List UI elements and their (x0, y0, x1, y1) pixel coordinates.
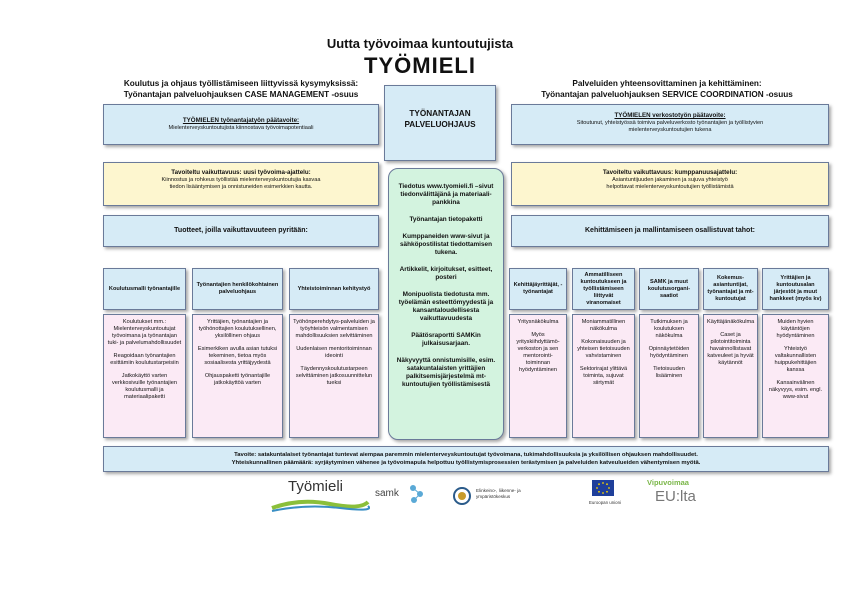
vipuvoimaa-eu-text: EU:lta (655, 488, 696, 505)
right-heading (508, 78, 826, 100)
left-col-head-2 (192, 268, 283, 310)
samk-logo (375, 482, 435, 512)
list-item: Kokonaisuuden ja yhteisen tietoisuuden vahvistaminen (577, 339, 630, 359)
footer-goal-box (103, 446, 829, 472)
left-col-body-3 (289, 314, 379, 438)
right-partners-box (511, 215, 829, 247)
eu-logo-text: Euroopan unioni (589, 500, 621, 505)
left-col-head-3-label: Yhteistoiminnan kehitystyö (297, 285, 371, 292)
list-item: Uudenlaisen mentoritoiminnan ideointi (296, 346, 372, 359)
right-heading-line1: Palveluiden yhteensovittaminen ja kehittäminen: (572, 79, 762, 88)
left-goal-box (103, 104, 379, 145)
list-item: Yrittäjien, työnantajien ja työhönottajien koulutuksellinen, yksilöllinen ohjaus (198, 319, 277, 339)
tyomieli-logo (270, 478, 370, 514)
center-title-line1: TYÖNANTAJAN (409, 109, 471, 118)
left-goal-title: TYÖMIELEN työnantajatyön päätavoite: (182, 117, 300, 124)
ely-logo-text: Elinkeino-, liikenne- ja ympäristökeskus (476, 488, 521, 499)
list-item: Jatkokäyttö varten verkkosivuille työnantajien koulutusmalli ja materiaalipaketti (112, 373, 177, 400)
right-col-head-3 (639, 268, 699, 310)
center-item: Monipuolista tiedotusta mm. työelämän esteettömyydestä ja kansantaloudellisesta vaikuttavuudesta (398, 291, 494, 322)
list-item: Täydennyskoulutustarpeen selvittäminen jatkosuunnittelun tueksi (295, 366, 373, 386)
tyomieli-logo-text: Työmieli (288, 478, 344, 495)
right-goal-line2: mielenterveyskuntoutujien tukena (628, 126, 712, 133)
ely-emblem-icon (452, 486, 472, 506)
list-item: Kansainvälinen näkyvyys, esim. engl. www-sivut (768, 380, 823, 400)
vipuvoimaa-logo (647, 478, 727, 514)
left-col-head-1-label: Koulutusmalli työnantajille (108, 285, 181, 292)
right-col-head-1 (509, 268, 567, 310)
tyomieli-swoosh-icon (270, 496, 370, 516)
list-item: Ohjauspaketti työnantajille jatkokäyttöä varten (204, 373, 271, 386)
right-col-head-4 (703, 268, 758, 310)
list-item: Moniammatillinen näkökulma (581, 319, 626, 332)
list-item: Caset ja pilotointitoiminta havainnollistavat katveuleet ja hyvät käytännöt (707, 332, 754, 366)
left-heading-line2: Työnantajan palveluohjauksen CASE MANAGEMENT -osuus (123, 90, 359, 99)
list-item: Koulutukset mm.: Mielenterveyskuntoutujat työvoimana ja työnantajan tuki- ja palvelumahdollisuudet (107, 319, 182, 346)
ely-logo (452, 484, 547, 512)
left-col-body-2 (192, 314, 283, 438)
left-col-head-1 (103, 268, 186, 310)
center-services-box (388, 168, 504, 440)
eu-logo (580, 478, 630, 514)
list-item: Opinnäytetöiden hyödyntäminen (648, 346, 690, 359)
left-col-body-1 (103, 314, 186, 438)
vipuvoimaa-text: Vipuvoimaa (647, 478, 689, 487)
right-col-body-3 (639, 314, 699, 438)
samk-dots-icon (407, 482, 427, 506)
center-item: Artikkelit, kirjoitukset, esitteet, posteri (399, 266, 493, 281)
left-col-head-2-label: Työnantajien henkilökohtainen palveluohjaus (196, 282, 279, 295)
list-item: Reagoidaan työnantajien esittämiin koulutustarpeisiin (110, 353, 179, 366)
left-impact-title: Tavoiteltu vaikuttavuus: uusi työvoima-ajattelu: (171, 169, 311, 176)
footer-line2: Yhteiskunnallinen päämäärä: syrjäytyminen vähenee ja työvoimapula helpottuu työllistymisprosessien terästymisen ja palveluiden katveulueiden vähentymisen myötä. (231, 460, 701, 466)
right-col-body-2 (572, 314, 635, 438)
center-title-box (384, 85, 496, 161)
right-col-head-2-label: Ammatilliseen kuntoutukseen ja työllistämiseen liittyvät viranomaiset (580, 271, 627, 306)
right-goal-box (511, 104, 829, 145)
center-item: Tiedotus www.tyomieli.fi –sivut tiedonvälittäjänä ja materiaali-pankkina (398, 183, 494, 206)
left-products-box (103, 215, 379, 247)
right-col-head-4-label: Kokemus-asiantuntijat, työnantajat ja mt-kuntoutujat (707, 275, 754, 302)
left-heading (96, 78, 386, 100)
center-title-line2: PALVELUOHJAUS (404, 120, 476, 129)
right-impact-line1: Asiantuntijuuden jakaminen ja sujuva yhteistyö (612, 176, 728, 183)
footer-line1: Tavoite: satakuntalaiset työnantajat tuntevat aiempaa paremmin mielenterveyskuntoutujat työvoimana, tukimahdollisuuksia ja yksilöllisen ohjauksen mahdollisuudet. (234, 452, 698, 458)
left-products-label: Tuotteet, joilla vaikuttavuuteen pyritään: (174, 227, 308, 234)
right-heading-line2: Työnantajan palveluohjauksen SERVICE COORDINATION -osuus (541, 90, 793, 99)
eu-flag-icon (592, 480, 614, 496)
right-col-head-5 (762, 268, 829, 310)
list-item: Tutkimuksen ja koulutuksen näkökulma (650, 319, 688, 339)
left-heading-line1: Koulutus ja ohjaus työllistämiseen liittyvissä kysymyksissä: (123, 79, 359, 88)
right-impact-line2: helpottavat mielenterveyskuntoutujien työllistämistä (606, 183, 734, 190)
right-col-body-1 (509, 314, 567, 438)
list-item: Muiden hyvien käytäntöjen hyödyntäminen (776, 319, 815, 339)
right-col-head-1-label: Kehittäjäyrittäjät, -työnantajat (513, 282, 563, 295)
list-item: Käyttäjänäkökulma (707, 319, 755, 325)
list-item: Työhönperehdytys-palveluiden ja työyhteisön valmentamisen mahdollisuuksien selvittäminen (293, 319, 375, 339)
right-col-body-4 (703, 314, 758, 438)
left-impact-box (103, 162, 379, 206)
page-subtitle: Uutta työvoimaa kuntoutujista (326, 36, 514, 51)
right-col-head-2 (572, 268, 635, 310)
right-impact-title: Tavoiteltu vaikuttavuus: kumppanuusajattelu: (602, 169, 738, 176)
left-col-head-3 (289, 268, 379, 310)
left-impact-line1: Kiinnostus ja rohkeus työllistää mielenterveyskuntoutujia kasvaa (161, 176, 321, 183)
samk-logo-text: samk (375, 488, 399, 499)
right-col-head-3-label: SAMK ja muut koulutusorgani-saatiot (647, 278, 691, 299)
list-item: Yritysnäkökulma (517, 319, 559, 325)
list-item: Yhteistyö valtakunnallisten huippukehittäjien kanssa (774, 346, 817, 373)
left-goal-text: Mielenterveyskuntoutujista kiinnostava työvoimapotentiaali (168, 124, 314, 131)
right-partners-label: Kehittämiseen ja mallintamiseen osallistuvat tahot: (585, 227, 755, 234)
list-item: Esimerkiken avulla asian tutuksi tekeminen, tietoa myös sosiaalisesta yrittäjyydestä (197, 346, 278, 366)
page-title: TYÖMIELI (364, 53, 476, 78)
center-item: Työnantajan tietopaketti (409, 216, 483, 223)
list-item: Myös yrityskiihdyttämö-verkoston ja sen mentorointi-toiminnan hyödyntäminen (516, 332, 560, 373)
center-item: Näkyvyyttä onnistumisille, esim. satakuntalaisten yrittäjien palkitsemisjärjestelmä mt-kuntoutujien työllistämisestä (396, 357, 496, 388)
center-item: Päätösraportti SAMKin julkaisusarjaan. (411, 332, 481, 347)
right-goal-line1: Sitoutunut, yhteistyössä toimiva palveluverkosto työnantajien ja työllistyvien (576, 119, 764, 126)
right-col-body-5 (762, 314, 829, 438)
list-item: Tietoisuuden lisääminen (653, 366, 685, 379)
center-item: Kumppaneiden www-sivut ja sähköpostilistat tiedottamisen tukena. (400, 233, 492, 256)
left-impact-line2: tiedon lisääntymisen ja onnistuneiden esimerkkien kautta. (169, 183, 313, 190)
right-col-head-5-label: Yrittäjien ja kuntoutusalan järjestöt ja muut hankkeet (myös kv) (769, 275, 822, 302)
list-item: Sektorirajat ylittävä toiminta, sujuvat siirtymät (579, 366, 628, 386)
right-goal-title: TYÖMIELEN verkostotyön päätavoite: (614, 112, 726, 119)
right-impact-box (511, 162, 829, 206)
